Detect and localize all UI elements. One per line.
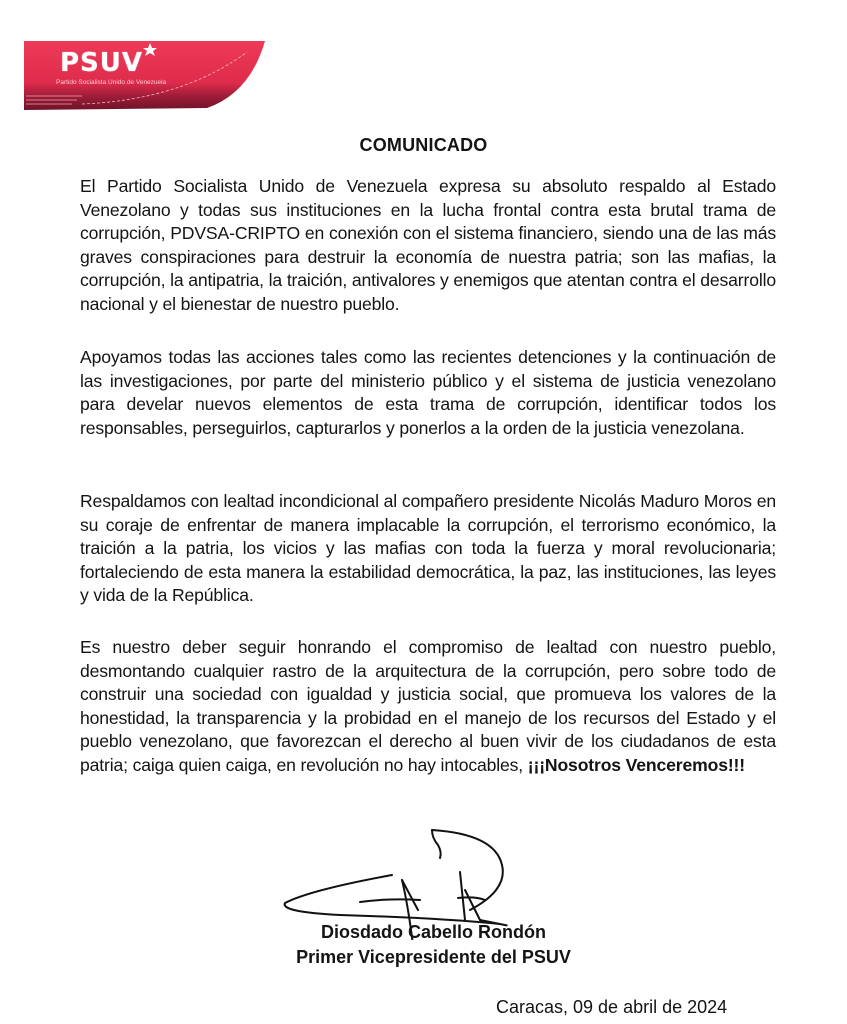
paragraph-3: Respaldamos con lealtad incondicional al compañero presidente Nicolás Maduro Moros en su coraje de enfrentar de manera implacable la corrupción, el terrorismo económico, la traición a la patria, los vicios y las mafias con toda la fuerza y moral revolucionaria; fortaleciendo de esta manera la estabilidad democrática, la paz, las instituciones, las leyes y vida de la República. [80, 491, 776, 606]
psuv-logo [22, 38, 267, 116]
logo-banner-icon [22, 38, 267, 116]
closing-slogan: ¡¡¡Nosotros Venceremos!!! [527, 754, 745, 775]
paragraph-4-text: Es nuestro deber seguir honrando el compromiso de lealtad con nuestro pueblo, desmontando cualquier rastro de la arquitectura de la corrupción, pero sobre todo de construir una sociedad con igualdad y justicia social, que promueva los valores de la honestidad, la transparencia y la probidad en el manejo de los recursos del Estado y el pueblo venezolano, que favorezcan el derecho al buen vivir de los ciudadanos de esta patria; caiga quien caiga, en revolución no hay intocables, [80, 637, 776, 775]
paragraph-1: El Partido Socialista Unido de Venezuela expresa su absoluto respaldo al Estado Venezolano y todas sus instituciones en la lucha frontal contra esta brutal trama de corrupción, PDVSA-CRIPTO en conexión con el sistema financiero, siendo una de las más graves conspiraciones para destruir la economía de nuestra patria; son las mafias, la corrupción, la antipatria, la traición, antivalores y enemigos que atentan contra el desarrollo nacional y el bienestar de nuestro pueblo. [80, 176, 776, 314]
signatory-name: Diosdado Cabello Rondón [321, 922, 546, 942]
logo-subtitle: Partido Socialista Unido de Venezuela [56, 79, 167, 86]
logo-brand: PSUV [60, 48, 144, 78]
document-title: COMUNICADO [359, 135, 488, 155]
place-date: Caracas, 09 de abril de 2024 [496, 997, 728, 1017]
paragraph-4 [80, 636, 776, 778]
signatory-position: Primer Vicepresidente del PSUV [296, 947, 571, 967]
paragraph-2: Apoyamos todas las acciones tales como las recientes detenciones y la continuación de las investigaciones, por parte del ministerio público y el sistema de justicia venezolano para develar nuevos elementos de esta trama de corrupción, identificar todos los responsables, perseguirlos, capturarlos y ponerlos a la orden de la justicia venezolana. [80, 347, 776, 438]
